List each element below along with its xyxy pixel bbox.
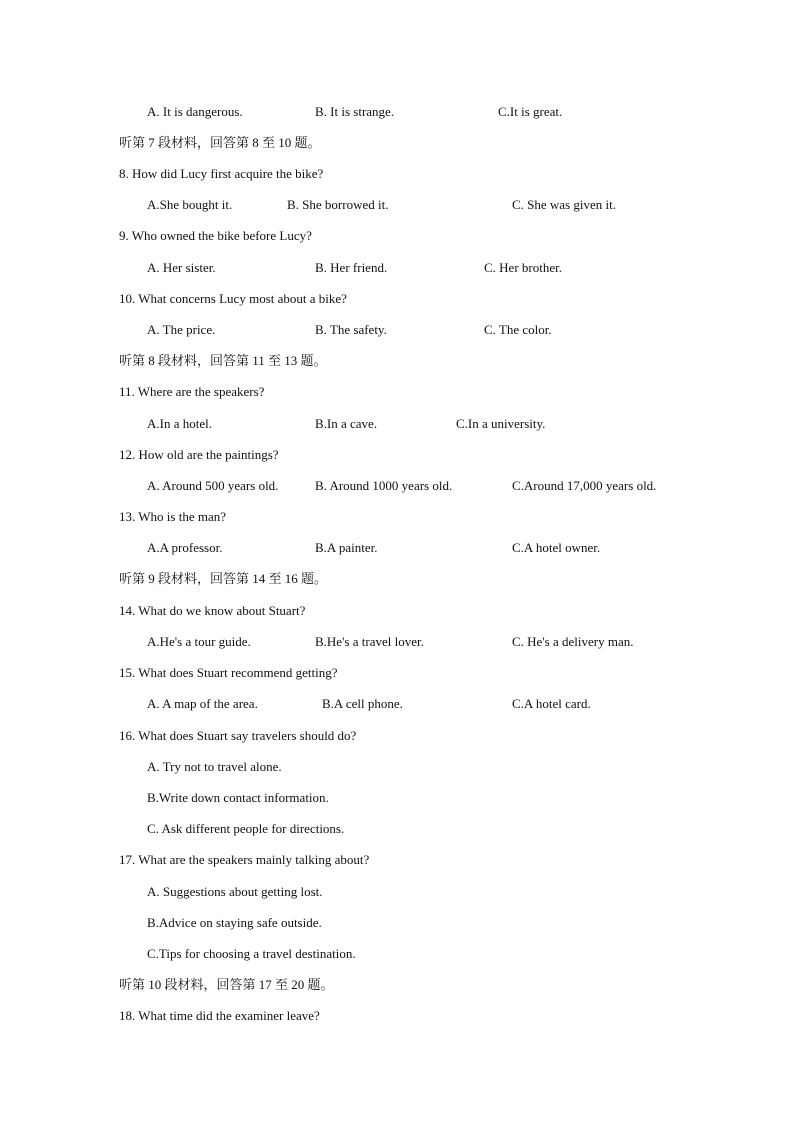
q12-option-a: A. Around 500 years old. — [147, 478, 279, 493]
q8-option-b: B. She borrowed it. — [287, 197, 389, 212]
question-16: 16. What does Stuart say travelers should do? — [119, 728, 357, 743]
q12-option-b: B. Around 1000 years old. — [315, 478, 453, 493]
q11-option-c: C.In a university. — [456, 416, 546, 431]
q14-option-a: A.He's a tour guide. — [147, 634, 251, 649]
q17-option-a: A. Suggestions about getting lost. — [147, 884, 323, 899]
q8-option-a: A.She bought it. — [147, 197, 233, 212]
q17-option-b: B.Advice on staying safe outside. — [147, 915, 322, 930]
q9-option-b: B. Her friend. — [315, 260, 388, 275]
section-heading-9: 听第 9 段材料，回答第 14 至 16 题。 — [119, 571, 328, 586]
question-14: 14. What do we know about Stuart? — [119, 603, 306, 618]
section-heading-10: 听第 10 段材料，回答第 17 至 20 题。 — [119, 977, 334, 992]
question-9: 9. Who owned the bike before Lucy? — [119, 228, 312, 243]
section-heading-7: 听第 7 段材料，回答第 8 至 10 题。 — [119, 135, 321, 150]
q16-option-a: A. Try not to travel alone. — [147, 759, 282, 774]
question-15: 15. What does Stuart recommend getting? — [119, 665, 338, 680]
q16-option-b: B.Write down contact information. — [147, 790, 329, 805]
q15-option-c: C.A hotel card. — [512, 696, 591, 711]
q8-option-c: C. She was given it. — [512, 197, 616, 212]
q12-option-c: C.Around 17,000 years old. — [512, 478, 657, 493]
q13-option-c: C.A hotel owner. — [512, 540, 601, 555]
question-8: 8. How did Lucy first acquire the bike? — [119, 166, 324, 181]
question-18: 18. What time did the examiner leave? — [119, 1008, 320, 1023]
question-13: 13. Who is the man? — [119, 509, 226, 524]
q10-option-a: A. The price. — [147, 322, 216, 337]
q10-option-c: C. The color. — [484, 322, 552, 337]
question-12: 12. How old are the paintings? — [119, 447, 279, 462]
q11-option-a: A.In a hotel. — [147, 416, 212, 431]
question-17: 17. What are the speakers mainly talking about? — [119, 852, 370, 867]
question-11: 11. Where are the speakers? — [119, 384, 265, 399]
q15-option-a: A. A map of the area. — [147, 696, 258, 711]
q14-option-b: B.He's a travel lover. — [315, 634, 424, 649]
question-10: 10. What concerns Lucy most about a bike? — [119, 291, 347, 306]
q7-option-c: C.It is great. — [498, 104, 563, 119]
q7-option-b: B. It is strange. — [315, 104, 395, 119]
q9-option-c: C. Her brother. — [484, 260, 562, 275]
q16-option-c: C. Ask different people for directions. — [147, 821, 345, 836]
q7-option-a: A. It is dangerous. — [147, 104, 243, 119]
section-heading-8: 听第 8 段材料，回答第 11 至 13 题。 — [119, 353, 327, 368]
q14-option-c: C. He's a delivery man. — [512, 634, 634, 649]
q9-option-a: A. Her sister. — [147, 260, 216, 275]
q15-option-b: B.A cell phone. — [322, 696, 403, 711]
q11-option-b: B.In a cave. — [315, 416, 378, 431]
q13-option-b: B.A painter. — [315, 540, 378, 555]
q17-option-c: C.Tips for choosing a travel destination. — [147, 946, 356, 961]
q10-option-b: B. The safety. — [315, 322, 387, 337]
q13-option-a: A.A professor. — [147, 540, 223, 555]
